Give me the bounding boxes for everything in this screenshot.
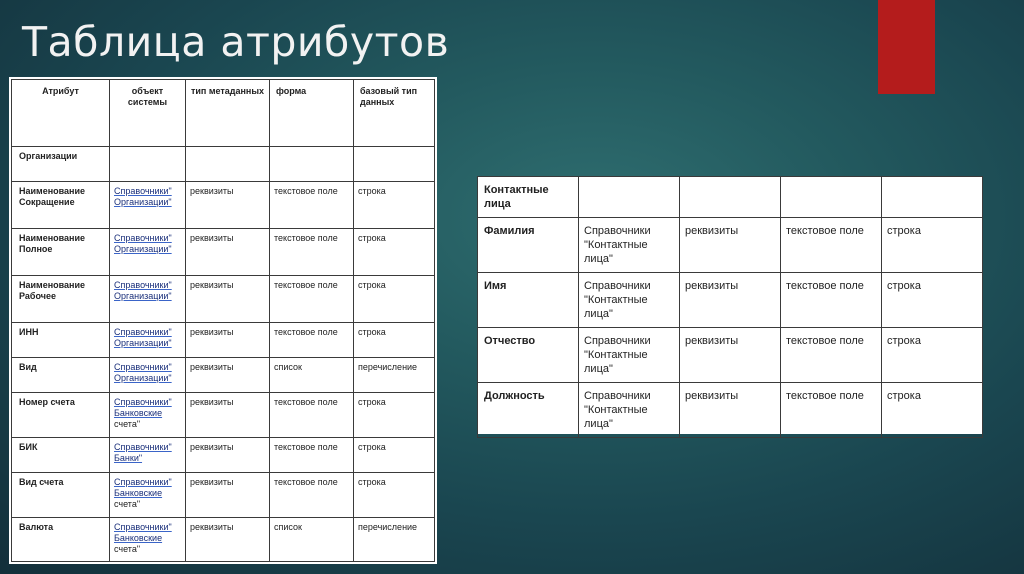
base-type-cell: строка (354, 323, 435, 358)
object-cell: Справочники "Контактные лица" (579, 218, 680, 273)
table-row (12, 276, 435, 323)
object-cell (110, 182, 186, 229)
base-type-cell: строка (354, 393, 435, 438)
base-type-cell: строка (882, 328, 983, 383)
attribute-cell: Наименование Полное (12, 229, 110, 276)
base-type-cell: перечисление (354, 518, 435, 562)
object-link[interactable]: Справочники" (114, 233, 172, 243)
meta-type-cell: реквизиты (186, 276, 270, 323)
form-cell: текстовое поле (270, 182, 354, 229)
table-row (478, 328, 983, 383)
meta-type-cell: реквизиты (680, 273, 781, 328)
base-type-cell: строка (354, 182, 435, 229)
table-cell (186, 147, 270, 182)
object-link[interactable]: Справочники" (114, 362, 172, 372)
form-cell: текстовое поле (781, 383, 882, 438)
contacts-attributes-table (477, 176, 983, 434)
object-link[interactable]: Банки" (114, 453, 143, 463)
organizations-attributes-table (9, 77, 437, 564)
meta-type-cell: реквизиты (186, 518, 270, 562)
table-row (12, 323, 435, 358)
section-row (12, 147, 435, 182)
table-row (12, 473, 435, 518)
object-cell (110, 358, 186, 393)
attribute-cell: Фамилия (478, 218, 579, 273)
table-row (12, 229, 435, 276)
meta-type-cell: реквизиты (186, 182, 270, 229)
base-type-cell: перечисление (354, 358, 435, 393)
table-cell (781, 177, 882, 218)
object-link[interactable]: Справочники" (114, 186, 172, 196)
object-link[interactable]: Справочники" (114, 327, 172, 337)
meta-type-cell: реквизиты (186, 323, 270, 358)
object-link[interactable]: Банковские (114, 488, 163, 498)
form-cell: текстовое поле (270, 393, 354, 438)
object-cell: Справочники "Контактные лица" (579, 273, 680, 328)
meta-type-cell: реквизиты (186, 438, 270, 473)
table-row (12, 393, 435, 438)
table-cell (680, 177, 781, 218)
object-link[interactable]: Справочники" (114, 280, 172, 290)
object-link[interactable]: Организации" (114, 197, 172, 207)
header-base-type: базовый тип данных (354, 80, 435, 147)
object-cell (110, 393, 186, 438)
object-cell (110, 473, 186, 518)
base-type-cell: строка (354, 276, 435, 323)
meta-type-cell: реквизиты (186, 358, 270, 393)
attribute-cell: Наименование Рабочее (12, 276, 110, 323)
object-link[interactable]: Справочники" (114, 522, 172, 532)
section-row (478, 177, 983, 218)
object-link[interactable]: Справочники" (114, 397, 172, 407)
object-cell: Справочники "Контактные лица" (579, 383, 680, 438)
object-link[interactable]: Банковские (114, 533, 163, 543)
attribute-cell: Номер счета (12, 393, 110, 438)
meta-type-cell: реквизиты (186, 393, 270, 438)
attribute-cell: ИНН (12, 323, 110, 358)
table-cell (110, 147, 186, 182)
meta-type-cell: реквизиты (680, 218, 781, 273)
object-text: счета" (114, 499, 141, 509)
attribute-cell: Должность (478, 383, 579, 438)
form-cell: текстовое поле (781, 328, 882, 383)
table-cell (354, 147, 435, 182)
form-cell: список (270, 358, 354, 393)
attribute-cell: Наименование Сокращение (12, 182, 110, 229)
attribute-cell: БИК (12, 438, 110, 473)
table-row (12, 358, 435, 393)
header-meta-type: тип метаданных (186, 80, 270, 147)
meta-type-cell: реквизиты (186, 473, 270, 518)
object-link[interactable]: Организации" (114, 291, 172, 301)
table-row (478, 218, 983, 273)
meta-type-cell: реквизиты (186, 229, 270, 276)
form-cell: текстовое поле (270, 276, 354, 323)
table-cell (270, 147, 354, 182)
form-cell: текстовое поле (781, 273, 882, 328)
header-attribute: Атрибут (12, 80, 110, 147)
table-row (12, 438, 435, 473)
accent-bar (878, 0, 935, 94)
object-link[interactable]: Справочники" (114, 477, 172, 487)
meta-type-cell: реквизиты (680, 383, 781, 438)
form-cell: текстовое поле (270, 438, 354, 473)
table-row (12, 182, 435, 229)
object-text: счета" (114, 419, 141, 429)
table-cell (882, 177, 983, 218)
attribute-cell: Вид счета (12, 473, 110, 518)
header-form: форма (270, 80, 354, 147)
object-cell (110, 229, 186, 276)
table-row (12, 518, 435, 562)
object-link[interactable]: Справочники" (114, 442, 172, 452)
attribute-cell: Отчество (478, 328, 579, 383)
object-link[interactable]: Банковские (114, 408, 163, 418)
table-cell (579, 177, 680, 218)
table-header-row (12, 80, 435, 147)
section-label: Контактные лица (478, 177, 579, 218)
slide-title: Таблица атрибутов (22, 18, 450, 66)
attribute-cell: Вид (12, 358, 110, 393)
object-cell: Справочники "Контактные лица" (579, 328, 680, 383)
base-type-cell: строка (354, 473, 435, 518)
object-cell (110, 438, 186, 473)
form-cell: текстовое поле (270, 229, 354, 276)
table-row (478, 383, 983, 438)
base-type-cell: строка (354, 438, 435, 473)
object-cell (110, 518, 186, 562)
table-row (478, 273, 983, 328)
object-cell (110, 323, 186, 358)
section-label: Организации (12, 147, 110, 182)
form-cell: текстовое поле (270, 473, 354, 518)
form-cell: текстовое поле (270, 323, 354, 358)
base-type-cell: строка (882, 383, 983, 438)
meta-type-cell: реквизиты (680, 328, 781, 383)
attribute-cell: Валюта (12, 518, 110, 562)
header-object: объект системы (110, 80, 186, 147)
attribute-cell: Имя (478, 273, 579, 328)
object-link[interactable]: Организации" (114, 244, 172, 254)
object-link[interactable]: Организации" (114, 373, 172, 383)
form-cell: список (270, 518, 354, 562)
form-cell: текстовое поле (781, 218, 882, 273)
object-cell (110, 276, 186, 323)
object-link[interactable]: Организации" (114, 338, 172, 348)
base-type-cell: строка (882, 273, 983, 328)
base-type-cell: строка (882, 218, 983, 273)
object-text: счета" (114, 544, 141, 554)
base-type-cell: строка (354, 229, 435, 276)
